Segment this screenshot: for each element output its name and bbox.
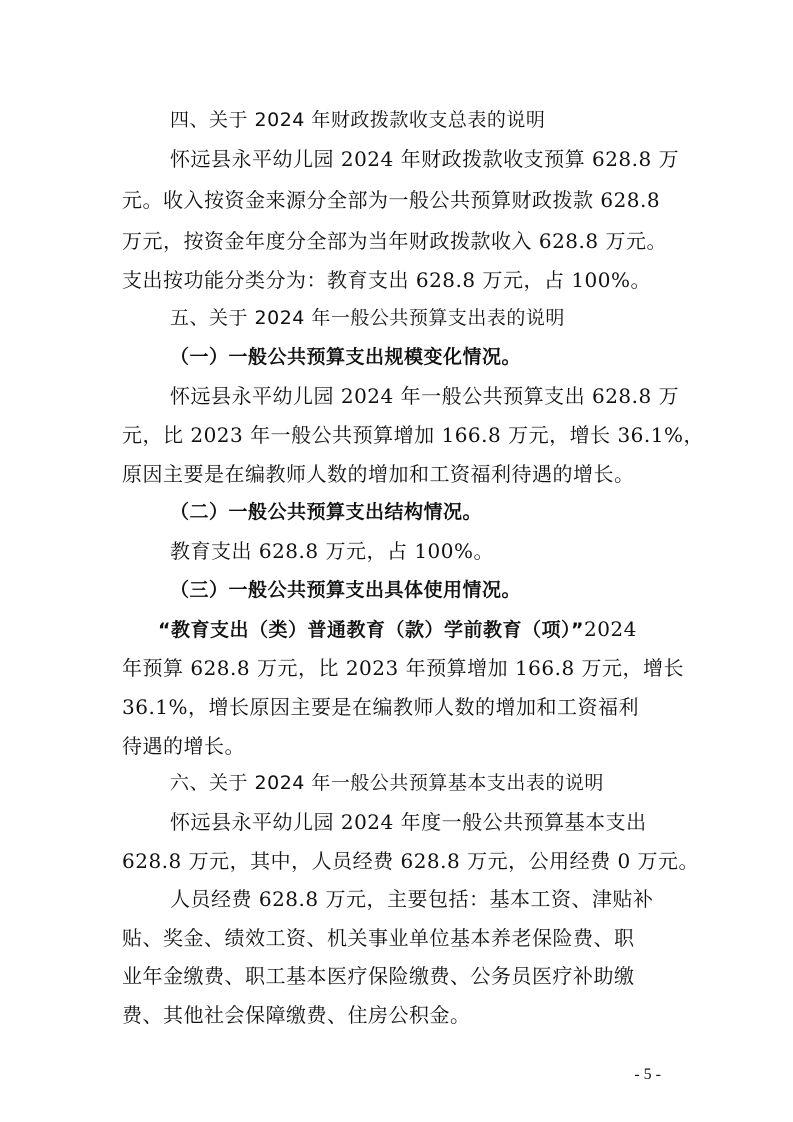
paragraph-line: 年预算 628.8 万元，比 2023 年预算增加 166.8 万元，增长 [122,656,685,680]
paragraph-line [158,617,637,642]
section-5-heading: 五、关于 2024 年一般公共预算支出表的说明 [170,307,565,329]
paragraph-line: 业年金缴费、职工基本医疗保险缴费、公务员医疗补助缴 [122,964,635,988]
paragraph-line: 万元，按资金年度分全部为当年财政拨款收入 628.8 万元。 [122,229,667,253]
paragraph-line: 人员经费 628.8 万元，主要包括：基本工资、津贴补 [170,887,654,911]
paragraph-line: 怀远县永平幼儿园 2024 年财政拨款收支预算 628.8 万 [170,147,680,171]
section-6-heading: 六、关于 2024 年一般公共预算基本支出表的说明 [170,772,604,794]
paragraph-line: 元。收入按资金来源分全部为一般公共预算财政拨款 628.8 [122,188,661,212]
paragraph-line: 费、其他社会保障缴费、住房公积金。 [122,1003,471,1027]
page-number: - 5 - [634,1066,661,1083]
paragraph-line: 原因主要是在编教师人数的增加和工资福利待遇的增长。 [122,462,635,486]
budget-year: 2024 [583,617,637,641]
subsection-1-heading: （一）一般公共预算支出规模变化情况。 [170,346,522,368]
subsection-3-heading: （三）一般公共预算支出具体使用情况。 [170,579,522,601]
paragraph-line: 628.8 万元，其中，人员经费 628.8 万元，公用经费 0 万元。 [122,849,700,873]
subsection-2-heading: （二）一般公共预算支出结构情况。 [170,501,483,523]
paragraph-line: 贴、奖金、绩效工资、机关事业单位基本养老保险费、职 [122,926,635,950]
paragraph-line: 元，比 2023 年一般公共预算增加 166.8 万元，增长 36.1%， [122,423,704,447]
paragraph-line: 支出按功能分类分为：教育支出 628.8 万元，占 100%。 [122,268,652,292]
paragraph-line: 怀远县永平幼儿园 2024 年一般公共预算支出 628.8 万 [170,384,680,408]
paragraph-line: 待遇的增长。 [122,734,245,758]
section-4-heading: 四、关于 2024 年财政拨款收支总表的说明 [170,109,546,131]
paragraph-line: 怀远县永平幼儿园 2024 年度一般公共预算基本支出 [170,810,647,834]
paragraph-line: 教育支出 628.8 万元，占 100%。 [170,539,495,563]
paragraph-line: 36.1%，增长原因主要是在编教师人数的增加和工资福利 [122,695,640,719]
budget-item-label: “教育支出（类）普通教育（款）学前教育（项）” [158,619,584,641]
